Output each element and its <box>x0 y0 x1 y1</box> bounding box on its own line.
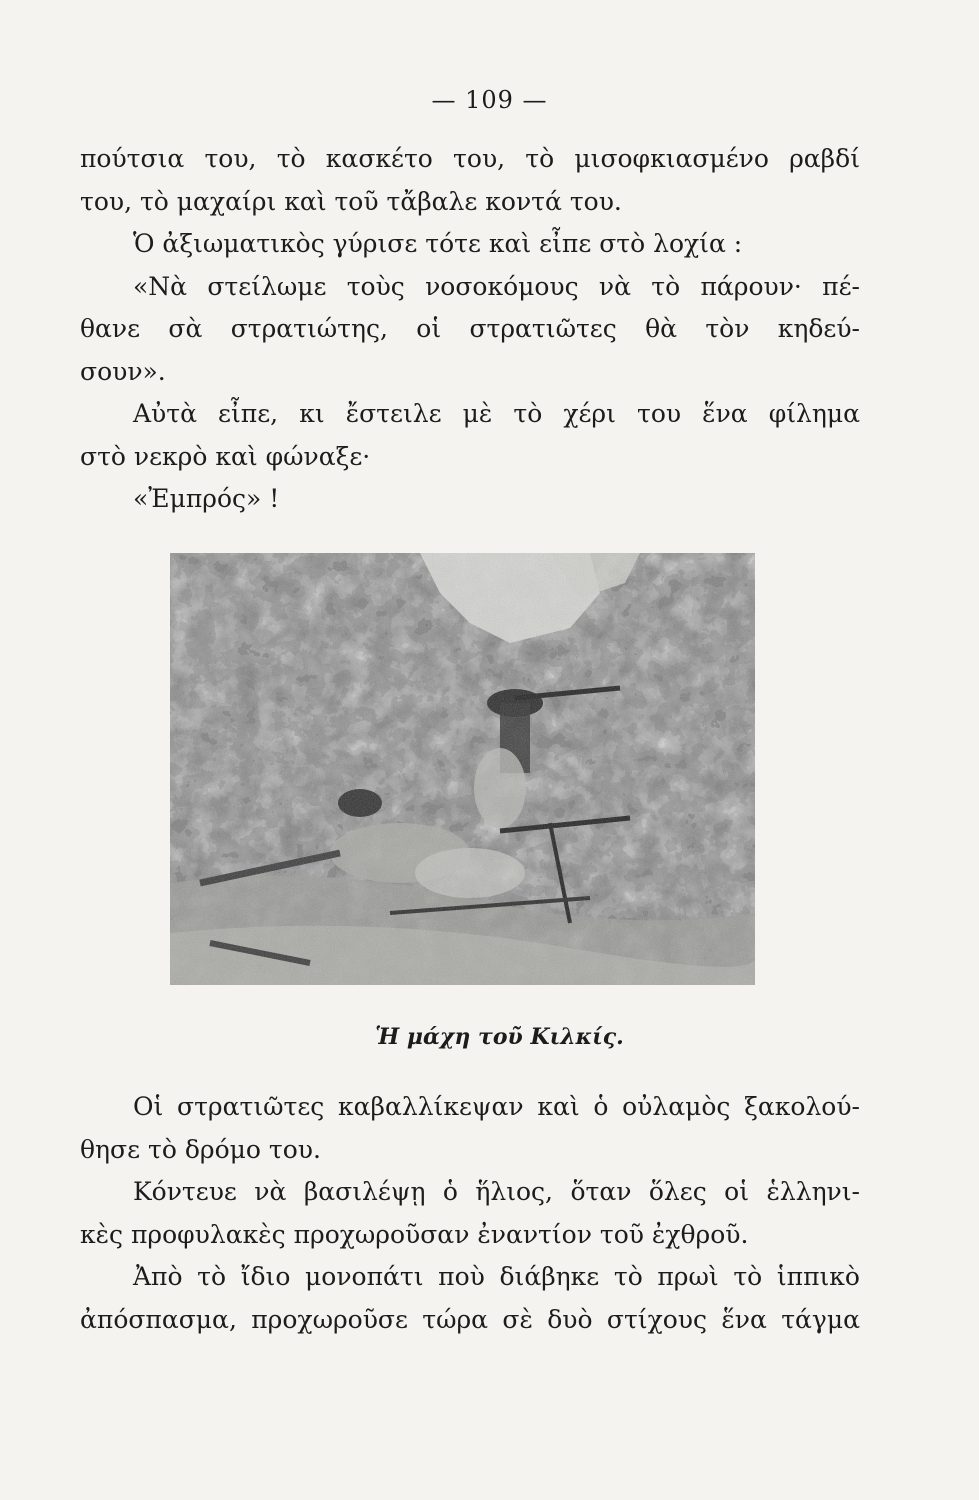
text-line: Αὐτὰ εἶπε, κι ἔστειλε μὲ τὸ χέρι του ἕνα φίλημα <box>133 399 860 428</box>
bottom-text-block <box>80 1086 860 1341</box>
battle-photograph <box>170 553 755 985</box>
text-line: «Νὰ στείλωμε τοὺς νοσοκόμους νὰ τὸ πάρουν· πέ- <box>133 271 860 301</box>
text-line: Ἀπὸ τὸ ἴδιο μονοπάτι ποὺ διάβηκε τὸ πρωὶ τὸ ἱππικὸ <box>133 1262 860 1291</box>
page-number: — 109 — <box>431 86 548 114</box>
text-line: Κόντευε νὰ βασιλέψῃ ὁ ἥλιος, ὅταν ὅλες οἱ ἑλληνι- <box>133 1177 860 1206</box>
text-line: του, τὸ μαχαίρι καὶ τοῦ τἄβαλε κοντά του. <box>80 186 622 216</box>
text-line: θησε τὸ δρόμο του. <box>80 1134 321 1164</box>
text-line: κὲς προφυλακὲς προχωροῦσαν ἐναντίον τοῦ ἐχθροῦ. <box>80 1219 749 1249</box>
top-text-block <box>80 138 860 521</box>
text-line: στὸ νεκρὸ καὶ φώναξε· <box>80 441 371 471</box>
text-line: πούτσια του, τὸ κασκέτο του, τὸ μισοφκιασμένο ραβδί <box>80 144 860 173</box>
text-line: ἀπόσπασμα, προχωροῦσε τώρα σὲ δυὸ στίχους ἕνα τάγμα <box>80 1304 860 1334</box>
text-line: σουν». <box>80 356 166 386</box>
text-line: «Ἐμπρός» ! <box>133 484 280 513</box>
text-line: Οἱ στρατιῶτες καβαλλίκεψαν καὶ ὁ οὐλαμὸς ξακολού- <box>133 1092 860 1121</box>
text-line: θανε σὰ στρατιώτης, οἱ στρατιῶτες θὰ τὸν κηδεύ- <box>80 314 860 343</box>
figure-caption: Ἡ μάχη τοῦ Κιλκίς. <box>375 1024 624 1050</box>
text-line: Ὁ ἀξιωματικὸς γύρισε τότε καὶ εἶπε στὸ λοχία : <box>133 229 743 258</box>
